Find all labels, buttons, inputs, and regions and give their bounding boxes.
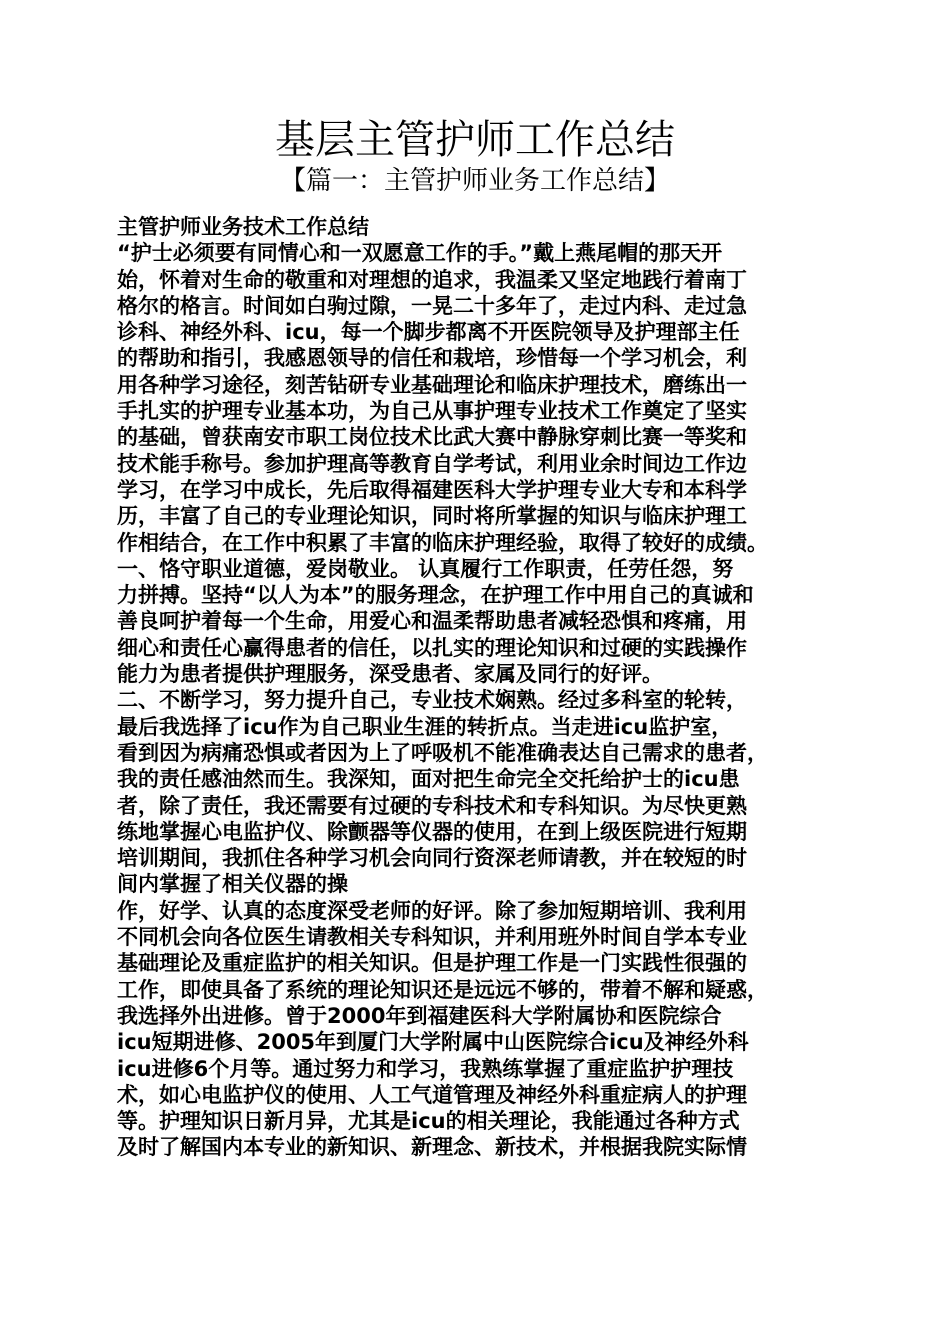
body-line: 格尔的格言。时间如白驹过隙，一晃二十多年了，走过内科、走过急 xyxy=(117,293,747,318)
body-line: 作，好学、认真的态度深受老师的好评。除了参加短期培训、我利用 xyxy=(117,898,747,923)
body-line: 历，丰富了自己的专业理论知识，同时将所掌握的知识与临床护理工 xyxy=(117,504,747,529)
body-line: 细心和责任心赢得患者的信任，以扎实的理论知识和过硬的实践操作 xyxy=(117,635,747,660)
body-line: 技术能手称号。参加护理高等教育自学考试，利用业余时间边工作边 xyxy=(117,451,747,476)
body-line: 能力为患者提供护理服务，深受患者、家属及同行的好评。 xyxy=(117,662,663,687)
document-subtitle: 【篇一：主管护师业务工作总结】 xyxy=(279,166,670,196)
body-line: 者，除了责任，我还需要有过硬的专科技术和专科知识。为尽快更熟 xyxy=(117,793,747,818)
body-line: 的基础，曾获南安市职工岗位技术比武大赛中静脉穿刺比赛一等奖和 xyxy=(117,425,747,450)
body-line: 基础理论及重症监护的相关知识。但是护理工作是一门实践性很强的 xyxy=(117,951,747,976)
body-line: 力拼搏。坚持“以人为本”的服务理念，在护理工作中用自己的真诚和 xyxy=(117,583,754,608)
body-line: 等。护理知识日新月异，尤其是icu的相关理论，我能通过各种方式 xyxy=(117,1109,740,1134)
body-line: 不同机会向各位医生请教相关专科知识，并利用班外时间自学本专业 xyxy=(117,925,747,950)
body-line: 学习，在学习中成长，先后取得福建医科大学护理专业大专和本科学 xyxy=(117,477,747,502)
body-line: 始，怀着对生命的敬重和对理想的追求，我温柔又坚定地践行着南丁 xyxy=(117,267,747,292)
body-line: 善良呵护着每一个生命，用爱心和温柔帮助患者减轻恐惧和疼痛，用 xyxy=(117,609,747,634)
body-line: 术，如心电监护仪的使用、人工气道管理及神经外科重症病人的护理 xyxy=(117,1082,747,1107)
body-line: icu进修6个月等。通过努力和学习，我熟练掌握了重症监护护理技 xyxy=(117,1056,734,1081)
document-title: 基层主管护师工作总结 xyxy=(275,117,675,163)
body-line: 我选择外出进修。曾于2000年到福建医科大学附属协和医院综合 xyxy=(117,1003,722,1028)
body-line: 培训期间，我抓住各种学习机会向同行资深老师请教，并在较短的时 xyxy=(117,846,747,871)
body-line: 我的责任感油然而生。我深知，面对把生命完全交托给护士的icu患 xyxy=(117,767,740,792)
body-line: 的帮助和指引，我感恩领导的信任和栽培，珍惜每一个学习机会，利 xyxy=(117,346,747,371)
body-line: 作相结合，在工作中积累了丰富的临床护理经验，取得了较好的成绩。 xyxy=(117,530,768,555)
body-line: 诊科、神经外科、icu，每一个脚步都离不开医院领导及护理部主任 xyxy=(117,320,740,345)
body-line: “护士必须要有同情心和一双愿意工作的手。”戴上燕尾帽的那天开 xyxy=(117,241,723,266)
body-line: 看到因为病痛恐惧或者因为上了呼吸机不能准确表达自己需求的患者， xyxy=(117,740,768,765)
body-line: icu短期进修、2005年到厦门大学附属中山医院综合icu及神经外科 xyxy=(117,1030,749,1055)
body-line: 及时了解国内本专业的新知识、新理念、新技术，并根据我院实际情 xyxy=(117,1135,747,1160)
body-text xyxy=(117,214,857,1161)
body-line: 一、恪守职业道德，爱岗敬业。 认真履行工作职责，任劳任怨，努 xyxy=(117,556,734,581)
body-line: 用各种学习途径，刻苦钻研专业基础理论和临床护理技术，磨练出一 xyxy=(117,372,747,397)
body-line: 最后我选择了icu作为自己职业生涯的转折点。当走进icu监护室， xyxy=(117,714,733,739)
body-line: 主管护师业务技术工作总结 xyxy=(117,215,369,239)
body-line: 手扎实的护理专业基本功，为自己从事护理专业技术工作奠定了坚实 xyxy=(117,399,747,424)
body-line: 工作，即使具备了系统的理论知识还是远远不够的，带着不解和疑惑， xyxy=(117,977,768,1002)
body-line: 练地掌握心电监护仪、除颤器等仪器的使用，在到上级医院进行短期 xyxy=(117,819,747,844)
body-line: 二、不断学习，努力提升自己，专业技术娴熟。经过多科室的轮转， xyxy=(117,688,747,713)
body-line: 间内掌握了相关仪器的操 xyxy=(117,872,348,897)
